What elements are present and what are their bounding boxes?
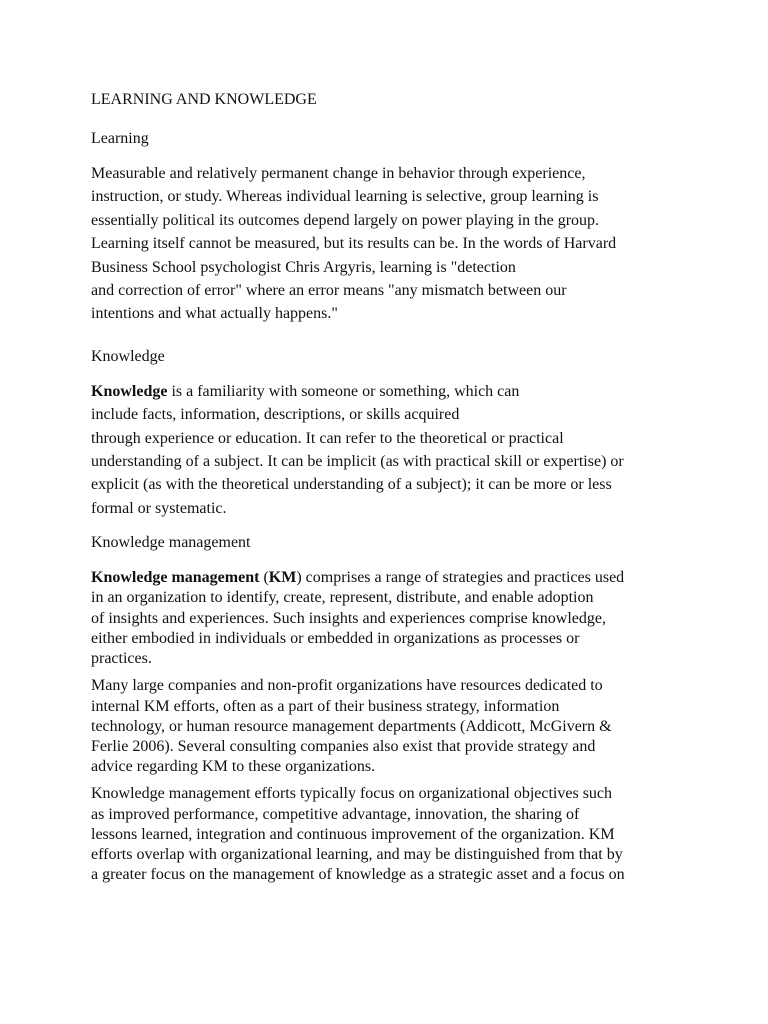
text-line: internal KM efforts, often as a part of their business strategy, information <box>91 697 560 715</box>
text-line: Knowledge management efforts typically focus on organizational objectives such <box>91 785 613 803</box>
lead-text: is a familiarity with someone or something, which can <box>167 382 520 400</box>
text-line: in an organization to identify, create, represent, distribute, and enable adoption <box>91 589 594 607</box>
text-line: advice regarding KM to these organizations. <box>91 758 376 776</box>
knowledge-management-heading: Knowledge management <box>91 534 251 552</box>
text-line: through experience or education. It can refer to the theoretical or practical <box>91 429 564 447</box>
km-paragraph-3 <box>91 784 691 885</box>
learning-paragraph <box>91 162 691 326</box>
text-line: practices. <box>91 650 152 668</box>
document-title: LEARNING AND KNOWLEDGE <box>91 91 317 108</box>
km-paragraph-1 <box>91 568 691 669</box>
document-page <box>91 89 691 885</box>
text-line: Measurable and relatively permanent change in behavior through experience, <box>91 165 586 182</box>
bold-term: Knowledge <box>91 382 168 400</box>
lead-text: ) comprises a range of strategies and practices used <box>296 569 625 587</box>
text-line: formal or systematic. <box>91 499 227 517</box>
text-line: either embodied in individuals or embedded in organizations as processes or <box>91 629 580 647</box>
text-line: a greater focus on the management of knowledge as a strategic asset and a focus on <box>91 866 625 884</box>
bold-abbr: KM <box>268 569 297 587</box>
text-line: explicit (as with the theoretical understanding of a subject); it can be more or less <box>91 476 612 494</box>
text-line: as improved performance, competitive advantage, innovation, the sharing of <box>91 805 580 823</box>
text-line: Business School psychologist Chris Argyris, learning is "detection <box>91 258 516 276</box>
text-line: Many large companies and non-profit organizations have resources dedicated to <box>91 677 603 695</box>
text-line: instruction, or study. Whereas individual learning is selective, group learning is <box>91 188 599 206</box>
bold-term: Knowledge management <box>91 569 260 587</box>
knowledge-paragraph <box>91 380 691 520</box>
text-line: Learning itself cannot be measured, but its results can be. In the words of Harvard <box>91 235 617 253</box>
text-line <box>91 380 691 403</box>
learning-heading: Learning <box>91 130 149 147</box>
text-line: efforts overlap with organizational learning, and may be distinguished from that by <box>91 845 623 863</box>
text-line: and correction of error" where an error means "any mismatch between our <box>91 282 567 300</box>
paren-open: ( <box>259 569 269 587</box>
text-line <box>91 568 691 588</box>
km-paragraph-2 <box>91 676 691 777</box>
text-line: technology, or human resource management departments (Addicott, McGivern & <box>91 717 612 735</box>
text-line: lessons learned, integration and continuous improvement of the organization. KM <box>91 825 615 843</box>
text-line: of insights and experiences. Such insights and experiences comprise knowledge, <box>91 609 606 627</box>
text-line: Ferlie 2006). Several consulting companies also exist that provide strategy and <box>91 737 596 755</box>
text-line: intentions and what actually happens." <box>91 305 338 323</box>
text-line: essentially political its outcomes depend largely on power playing in the group. <box>91 211 600 229</box>
text-line: include facts, information, descriptions, or skills acquired <box>91 406 460 424</box>
text-line: understanding of a subject. It can be implicit (as with practical skill or expertise) or <box>91 453 624 471</box>
knowledge-heading: Knowledge <box>91 347 165 365</box>
